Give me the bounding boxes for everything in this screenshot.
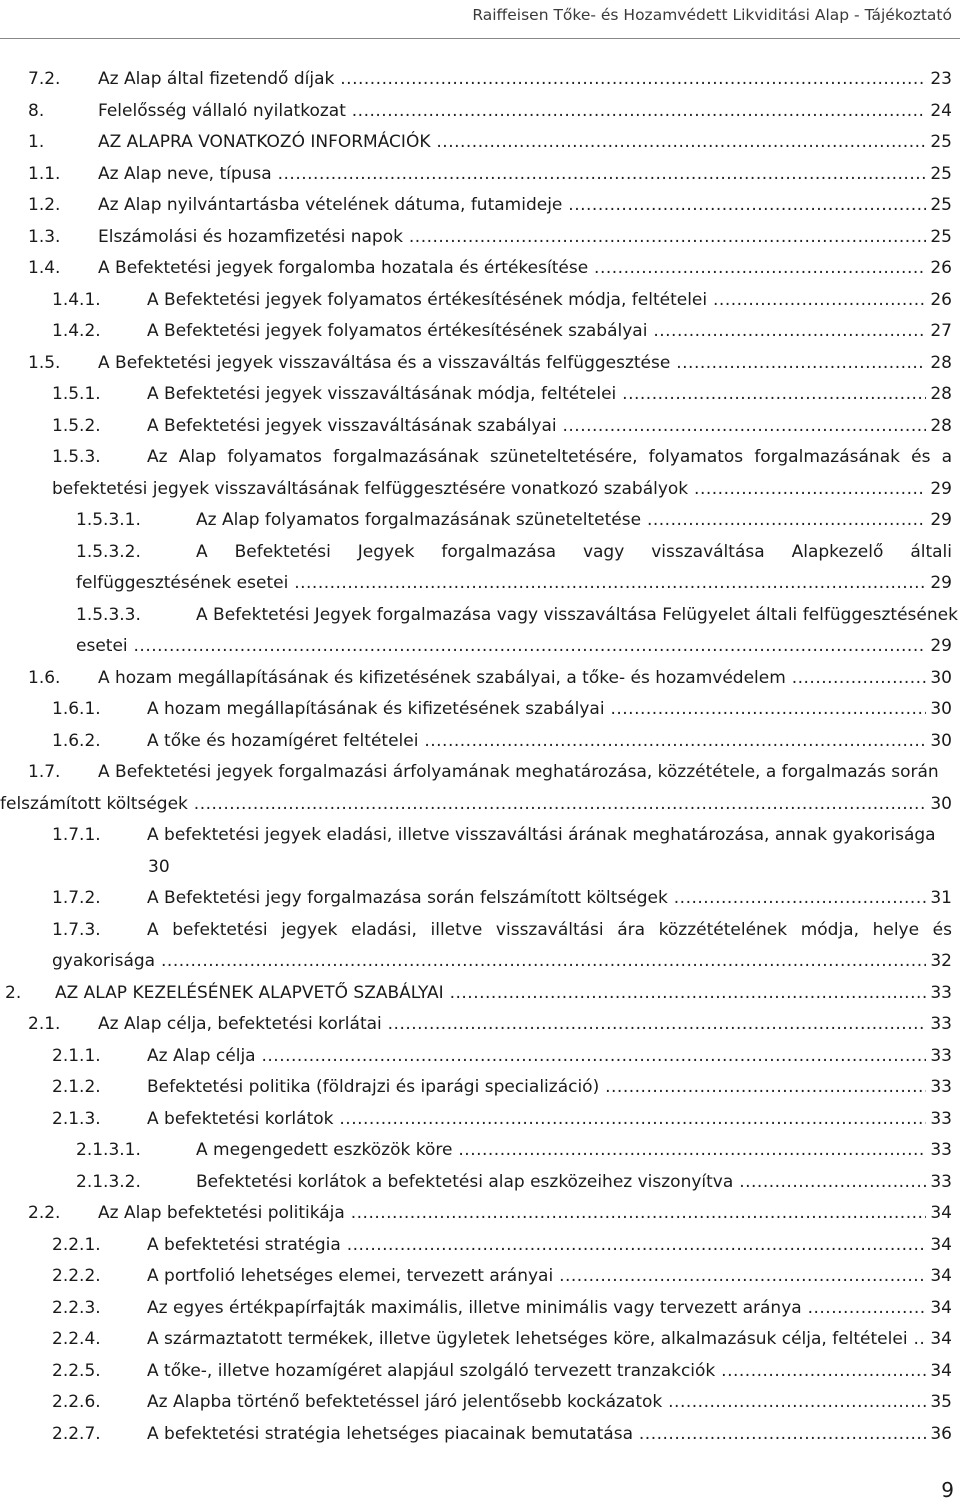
toc-entry-title: Az Alap folyamatos forgalmazásának szüneteltetése .....	[196, 505, 926, 535]
toc-entry-title: Az egyes értékpapírfajták maximális, illetve minimális vagy tervezett aránya .....	[147, 1293, 926, 1323]
toc-entry-title: A hozam megállapításának és kifizetésének szabályai, a tőke- és hozamvédelem .....	[98, 663, 926, 693]
toc-entry[interactable]	[52, 379, 952, 409]
toc-entry-title: A Befektetési jegyek visszaváltása és a visszaváltás felfüggesztése .....	[98, 348, 926, 378]
toc-entry-number: 1.1.	[28, 163, 61, 184]
toc-entry-page: 27	[930, 321, 952, 341]
toc-entry-title: Az Alap folyamatos forgalmazásának szüneteltetésére, folyamatos forgalmazásának és a	[147, 447, 952, 467]
toc-entry-title: Elszámolási és hozamfizetési napok .....	[98, 222, 926, 252]
toc-entry-number: 7.2.	[28, 69, 61, 89]
toc-entry-title: A tőke és hozamígéret feltételei .....	[147, 726, 926, 756]
document-header: Raiffeisen Tőke- és Hozamvédett Likviditási Alap - Tájékoztató	[472, 6, 952, 24]
toc-entry-title: A Befektetési Jegyek forgalmazása vagy visszaváltása Felügyelet általi felfüggesztésének	[196, 604, 958, 625]
toc-entry-page: 30	[930, 730, 952, 751]
toc-entry[interactable]	[52, 285, 952, 315]
toc-entry-title: A befektetési jegyek eladási, illetve visszaváltási árának meghatározása, annak gyakorisága	[147, 825, 936, 845]
toc-entry-number: 2.2.7.	[52, 1423, 101, 1444]
toc-entry-title: 30	[148, 856, 170, 877]
toc-entry[interactable]	[52, 1104, 952, 1134]
toc-entry-title: A megengedett eszközök köre .....	[196, 1135, 926, 1165]
toc-entry-number: 2.1.2.	[52, 1077, 101, 1097]
toc-entry-number: 1.5.3.	[52, 447, 101, 467]
toc-entry-number: 2.2.6.	[52, 1392, 101, 1412]
toc-entry-page: 33	[930, 1171, 952, 1192]
toc-entry-page: 33	[930, 1014, 952, 1034]
toc-entry[interactable]	[28, 253, 952, 283]
toc-entry-title: Felelősség vállaló nyilatkozat .....	[98, 96, 926, 126]
toc-entry[interactable]	[28, 757, 952, 787]
toc-entry-page: 26	[930, 258, 952, 278]
toc-entry[interactable]	[28, 64, 952, 94]
toc-entry-title: Az Alap befektetési politikája .....	[98, 1198, 926, 1228]
toc-entry[interactable]	[52, 442, 952, 472]
toc-entry-number: 2.1.1.	[52, 1045, 101, 1066]
toc-entry-page: 25	[930, 163, 952, 184]
toc-entry-title: A portfolió lehetséges elemei, tervezett arányai .....	[147, 1261, 926, 1291]
toc-entry-number: 1.3.	[28, 226, 61, 247]
toc-entry-title: Az Alapba történő befektetéssel járó jelentősebb kockázatok .....	[147, 1387, 926, 1417]
toc-entry-title: A befektetési korlátok .....	[147, 1104, 926, 1134]
toc-entry-page: 33	[930, 1045, 952, 1066]
toc-entry[interactable]	[52, 946, 952, 976]
toc-entry-page: 33	[930, 1140, 952, 1160]
toc-entry[interactable]	[52, 411, 952, 441]
header-divider	[0, 38, 960, 39]
toc-entry[interactable]	[76, 600, 958, 630]
toc-entry-title: Az Alap célja, befektetési korlátai .....	[98, 1009, 926, 1039]
toc-entry[interactable]	[52, 694, 952, 724]
toc-entry[interactable]	[28, 348, 952, 378]
toc-entry-title: Az Alap nyilvántartásba vételének dátuma, futamideje .....	[98, 190, 926, 220]
toc-entry-page: 24	[930, 100, 952, 121]
toc-entry[interactable]	[52, 726, 952, 756]
toc-entry[interactable]	[52, 1387, 952, 1417]
toc-entry-number: 1.6.1.	[52, 699, 101, 719]
toc-entry-number: 2.1.	[28, 1014, 61, 1034]
toc-entry-number: 2.2.2.	[52, 1266, 101, 1286]
toc-entry-page: 34	[930, 1329, 952, 1349]
toc-entry-title: Befektetési politika (földrajzi és iparági specializáció) .....	[147, 1072, 926, 1102]
toc-entry-number: 1.6.2.	[52, 730, 101, 751]
toc-entry-title: Befektetési korlátok a befektetési alap eszközeihez viszonyítva .....	[196, 1167, 926, 1197]
toc-entry[interactable]	[52, 1072, 952, 1102]
toc-entry-page: 28	[930, 415, 952, 436]
toc-entry-page: 32	[930, 951, 952, 971]
toc-entry-page: 29	[930, 573, 952, 593]
toc-entry-number: 1.6.	[28, 667, 61, 688]
toc-entry-title: Az Alap neve, típusa .....	[98, 159, 926, 189]
toc-entry[interactable]	[52, 1356, 952, 1386]
toc-entry-number: 2.2.4.	[52, 1329, 101, 1349]
toc-entry-number: 1.7.3.	[52, 919, 101, 940]
toc-entry-title: befektetési jegyek visszaváltásának felfüggesztésére vonatkozó szabályok .....	[52, 474, 926, 504]
toc-entry-title: A Befektetési jegyek forgalmazási árfolyamának meghatározása, közzététele, a forgalmazás során	[98, 762, 939, 782]
toc-entry[interactable]	[52, 915, 952, 945]
toc-entry-page: 35	[930, 1392, 952, 1412]
toc-entry-page: 26	[930, 289, 952, 310]
toc-entry-number: 2.1.3.1.	[76, 1140, 141, 1160]
toc-entry[interactable]	[28, 222, 952, 252]
toc-entry[interactable]	[52, 474, 952, 504]
toc-entry[interactable]	[52, 1324, 952, 1354]
toc-entry-number: 1.4.2.	[52, 321, 101, 341]
toc-entry-title: A befektetési stratégia lehetséges piacainak bemutatása .....	[147, 1419, 926, 1449]
toc-entry-page: 29	[930, 510, 952, 530]
toc-entry-number: 2.1.3.	[52, 1108, 101, 1129]
toc-entry-page: 34	[930, 1203, 952, 1223]
toc-entry-page: 29	[930, 636, 952, 656]
toc-entry-title: A tőke-, illetve hozamígéret alapjául szolgáló tervezett tranzakciók .....	[147, 1356, 926, 1386]
toc-entry-number: 1.4.	[28, 258, 61, 278]
toc-entry[interactable]	[52, 1261, 952, 1291]
toc-entry-page: 23	[930, 69, 952, 89]
toc-entry-title: esetei .....	[76, 631, 926, 661]
toc-entry-page: 33	[930, 1108, 952, 1129]
toc-entry[interactable]	[76, 1135, 952, 1165]
toc-entry[interactable]	[28, 663, 952, 693]
toc-entry-page: 28	[930, 384, 952, 404]
toc-entry-page: 33	[930, 1077, 952, 1097]
toc-entry-number: 8.	[28, 100, 45, 121]
toc-entry-title: AZ ALAPRA VONATKOZÓ INFORMÁCIÓK .....	[98, 127, 926, 157]
toc-entry-title: Az Alap célja .....	[147, 1041, 926, 1071]
toc-entry[interactable]	[52, 1293, 952, 1323]
toc-entry-page: 34	[930, 1360, 952, 1381]
toc-entry[interactable]	[52, 1230, 952, 1260]
toc-entry-title: A Befektetési jegyek folyamatos értékesítésének szabályai .....	[147, 316, 926, 346]
toc-entry-page: 25	[930, 195, 952, 215]
toc-entry[interactable]	[76, 631, 952, 661]
toc-entry-number: 2.2.1.	[52, 1234, 101, 1255]
toc-entry-number: 1.7.2.	[52, 888, 101, 908]
toc-entry-page: 34	[930, 1266, 952, 1286]
toc-entry-number: 2.2.5.	[52, 1360, 101, 1381]
toc-entry[interactable]	[5, 978, 952, 1008]
toc-entry-number: 1.5.	[28, 352, 61, 373]
toc-entry-number: 1.	[28, 132, 45, 152]
toc-entry-title: A Befektetési jegyek forgalomba hozatala és értékesítése .....	[98, 253, 926, 283]
toc-entry[interactable]	[28, 127, 952, 157]
toc-entry-page: 31	[930, 888, 952, 908]
toc-entry[interactable]	[52, 316, 952, 346]
toc-entry[interactable]	[52, 820, 952, 850]
toc-entry[interactable]	[28, 1009, 952, 1039]
page-number: 9	[941, 1478, 954, 1502]
toc-entry-title: felfüggesztésének esetei .....	[76, 568, 926, 598]
toc-entry-number: 1.5.1.	[52, 384, 101, 404]
toc-entry-number: 1.7.1.	[52, 825, 101, 845]
toc-entry-title: A Befektetési jegyek folyamatos értékesítésének módja, feltételei .....	[147, 285, 926, 315]
toc-entry-number: 1.5.3.1.	[76, 510, 141, 530]
toc-entry-title: gyakorisága .....	[52, 946, 926, 976]
toc-entry[interactable]	[76, 1167, 952, 1197]
toc-entry-title: A befektetési stratégia .....	[147, 1230, 926, 1260]
toc-entry[interactable]	[0, 789, 952, 819]
toc-entry[interactable]	[28, 96, 952, 126]
toc-entry-number: 1.4.1.	[52, 289, 101, 310]
toc-entry-page: 29	[930, 478, 952, 499]
toc-entry-number: 2.2.	[28, 1203, 61, 1223]
toc-entry-title: A Befektetési Jegyek forgalmazása vagy visszaváltása Alapkezelő általi	[196, 541, 952, 562]
toc-entry-page: 34	[930, 1297, 952, 1318]
toc-entry-page: 36	[930, 1423, 952, 1444]
toc-entry[interactable]	[52, 1041, 952, 1071]
toc-entry-page: 34	[930, 1234, 952, 1255]
toc-entry[interactable]	[28, 159, 952, 189]
toc-entry[interactable]	[52, 1419, 952, 1449]
toc-entry-page: 30	[930, 699, 952, 719]
toc-entry-number: 1.7.	[28, 762, 61, 782]
toc-entry[interactable]	[76, 568, 952, 598]
toc-entry-number: 2.1.3.2.	[76, 1171, 141, 1192]
toc-entry-page: 25	[930, 226, 952, 247]
toc-entry-number: 1.5.3.3.	[76, 604, 141, 625]
toc-entry-page: 28	[930, 352, 952, 373]
toc-entry-title: A Befektetési jegy forgalmazása során felszámított költségek .....	[147, 883, 926, 913]
toc-entry[interactable]	[76, 505, 952, 535]
toc-entry-number: 1.5.2.	[52, 415, 101, 436]
toc-entry[interactable]	[28, 1198, 952, 1228]
toc-entry[interactable]	[28, 190, 952, 220]
toc-entry-title: A Befektetési jegyek visszaváltásának szabályai .....	[147, 411, 926, 441]
toc-entry-title: Az Alap által fizetendő díjak .....	[98, 64, 926, 94]
toc-entry-number: 2.2.3.	[52, 1297, 101, 1318]
toc-entry-number: 1.5.3.2.	[76, 541, 141, 562]
toc-entry-title: A Befektetési jegyek visszaváltásának módja, feltételei .....	[147, 379, 926, 409]
toc-entry-title: felszámított költségek .....	[0, 789, 926, 819]
toc-entry-title: AZ ALAP KEZELÉSÉNEK ALAPVETŐ SZABÁLYAI .....	[55, 978, 926, 1008]
toc-entry-page: 25	[930, 132, 952, 152]
toc-entry-page: 33	[930, 982, 952, 1003]
toc-entry-number: 2.	[5, 982, 22, 1003]
toc-entry-page: 30	[930, 793, 952, 814]
toc-entry-page: 30	[930, 667, 952, 688]
toc-entry-title: A befektetési jegyek eladási, illetve visszaváltási ára közzétételének módja, helye és	[147, 919, 952, 940]
toc-entry-title: A hozam megállapításának és kifizetésének szabályai .....	[147, 694, 926, 724]
toc-entry[interactable]	[148, 852, 952, 882]
toc-entry[interactable]	[76, 537, 952, 567]
toc-entry-number: 1.2.	[28, 195, 61, 215]
toc-entry-title: A származtatott termékek, illetve ügyletek lehetséges köre, alkalmazásuk célja, feltételei .....	[147, 1324, 926, 1354]
toc-entry[interactable]	[52, 883, 952, 913]
